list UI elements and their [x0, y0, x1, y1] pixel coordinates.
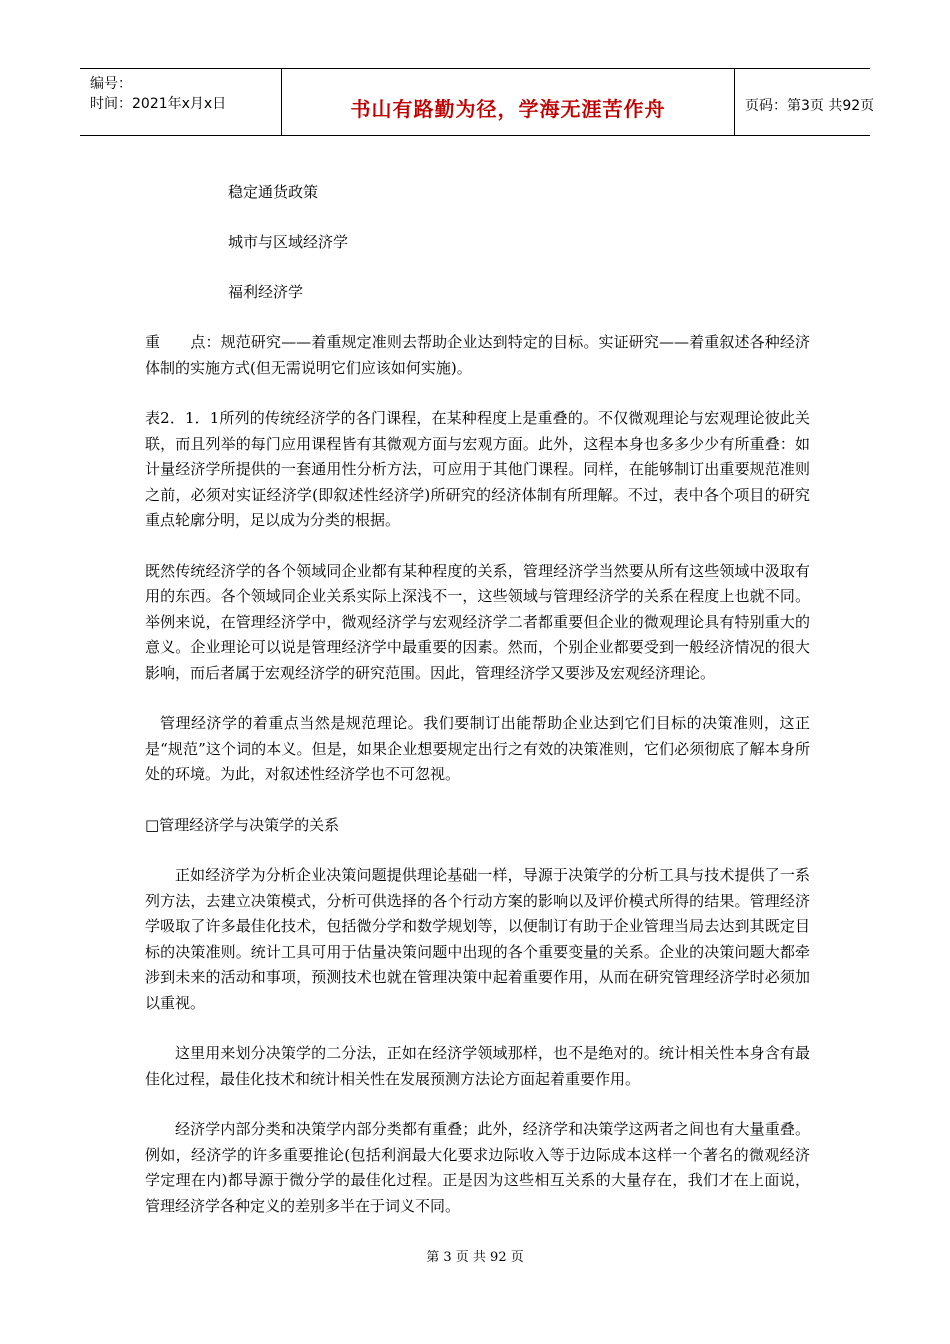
header-motto-cell	[282, 69, 735, 135]
body-paragraph-2: 既然传统经济学的各个领域同企业都有某种程度的关系，管理经济学当然要从所有这些领域中汲取有用的东西。各个领域同企业关系实际上深浅不一，这些领域与管理经济学的关系在程度上也就不同。举例来说，在管理经济学中，微观经济学与宏观经济学二者都重要但企业的微观理论具有特别重大的意义。企业理论可以说是管理经济学中最重要的因素。然而，个别企业都要受到一般经济情况的很大影响，而后者属于宏观经济学的研究范围。因此，管理经济学又要涉及宏观经济理论。	[145, 561, 810, 682]
key-points-text: 规范研究——着重规定准则去帮助企业达到特定的目标。实证研究——着重叙述各种经济体制的实施方式(但无需说明它们应该如何实施)。	[145, 333, 810, 377]
body-paragraph-5: 这里用来划分决策学的二分法，正如在经济学领域那样，也不是绝对的。统计相关性本身含有最佳化过程，最佳化技术和统计相关性在发展预测方法论方面起着重要作用。	[145, 1044, 810, 1088]
header-meta-cell	[80, 69, 282, 135]
section-title: □管理经济学与决策学的关系	[145, 815, 340, 834]
header-page-cell	[735, 69, 875, 135]
body-paragraph-6: 经济学内部分类和决策学内部分类都有重叠；此外，经济学和决策学这两者之间也有大量重叠。例如，经济学的许多重要推论(包括利润最大化要求边际收入等于边际成本这样一个著名的微观经济学定理在内)都导源于微分学的最佳化过程。正是因为这些相互关系的大量存在，我们才在上面说，管理经济学各种定义的差别多半在于词义不同。	[145, 1120, 810, 1215]
key-points-label: 重 点：	[145, 333, 221, 351]
header-page-number: 页码：第3页 共92页	[745, 98, 875, 114]
page-footer: 第 3 页 共 92 页	[426, 1250, 524, 1265]
body-paragraph-1: 表2．1．1所列的传统经济学的各门课程，在某种程度上是重叠的。不仅微观理论与宏观理论彼此关联，而且列举的每门应用课程皆有其微观方面与宏观方面。此外，这程本身也多多少少有所重叠：如计量经济学所提供的一套通用性分析方法，可应用于其他门课程。同样，在能够制订出重要规范准则之前，必须对实证经济学(即叙述性经济学)所研究的经济体制有所理解。不过，表中各个项目的研究重点轮廓分明，足以成为分类的根据。	[145, 409, 810, 529]
page-header	[80, 68, 875, 136]
course-list-item: 城市与区域经济学	[228, 233, 349, 251]
body-paragraph-3: 管理经济学的着重点当然是规范理论。我们要制订出能帮助企业达到它们目标的决策准则，这正是“规范”这个词的本义。但是，如果企业想要规定出行之有效的决策准则，它们必须彻底了解本身所处的环境。为此，对叙述性经济学也不可忽视。	[145, 714, 810, 783]
document-time-label: 时间：2021年x月x日	[90, 96, 227, 112]
document-number-label: 编号：	[90, 76, 132, 92]
body-paragraph-4: 正如经济学为分析企业决策问题提供理论基础一样，导源于决策学的分析工具与技术提供了一系列方法，去建立决策模式，分析可供选择的各个行动方案的影响以及评价模式所得的结果。管理经济学吸取了许多最佳化技术，包括微分学和数学规划等，以便制订有助于企业管理当局去达到其既定目标的决策准则。统计工具可用于估量决策问题中出现的各个重要变量的关系。企业的决策问题大都牵涉到未来的活动和事项，预测技术也就在管理决策中起着重要作用，从而在研究管理经济学时必须加以重视。	[145, 866, 810, 1012]
document-body	[145, 180, 810, 1219]
header-motto: 书山有路勤为径，学海无涯苦作舟	[350, 97, 666, 121]
course-list-item: 稳定通货政策	[228, 183, 319, 201]
course-list-item: 福利经济学	[228, 283, 304, 301]
key-points-paragraph	[145, 330, 810, 381]
